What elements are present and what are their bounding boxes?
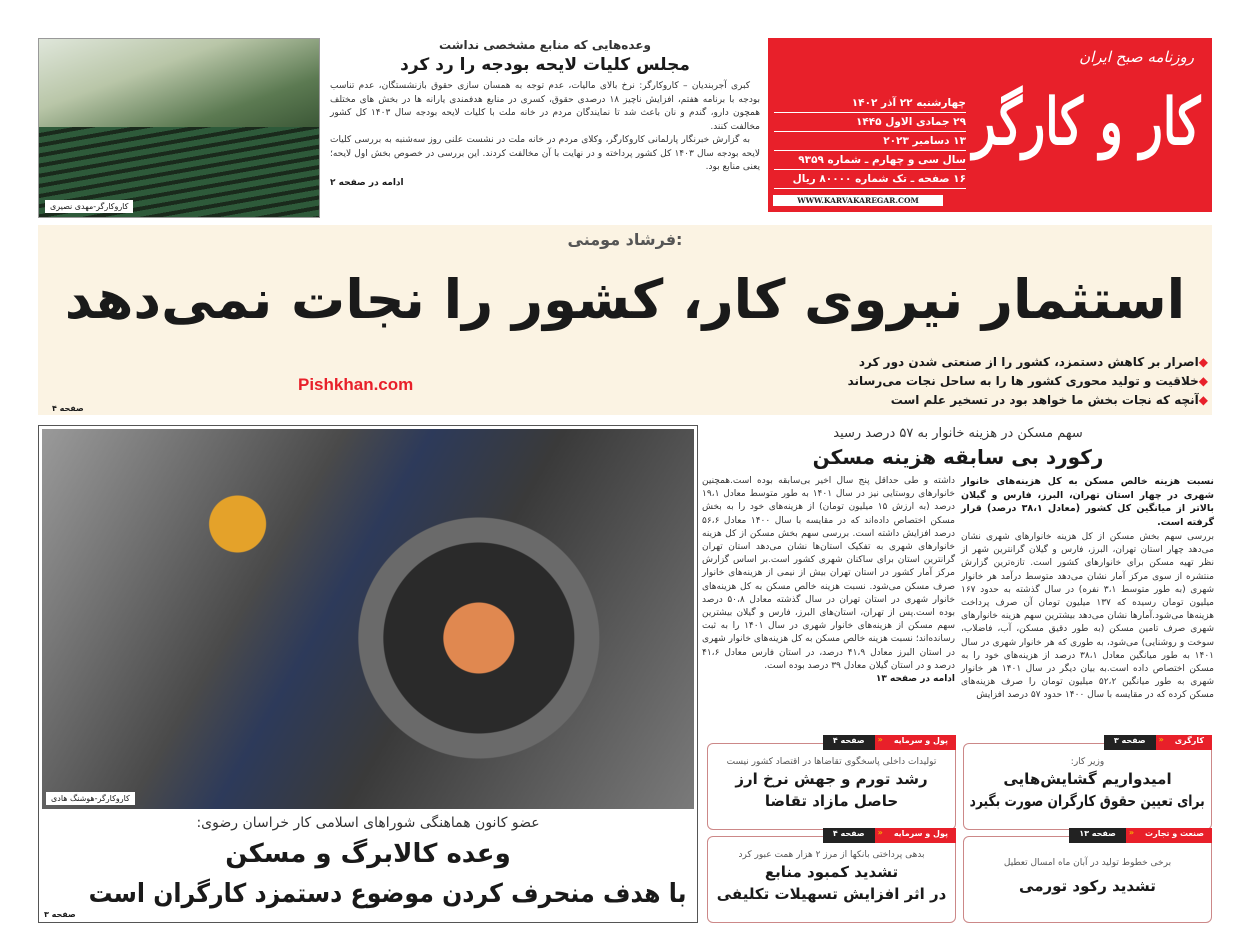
article-body-2: به گزارش خبرنگار پارلمانی کاروکارگر، وکلای مردم در خانه ملت در نشست علنی روز سه‌شنبه به بررسی کلیات لایحه بودجه سال ۱۴۰۳ کل کشور پرداخته و در نهایت با آن مخالفت کردند. این بررسی در خصوص بخش اول لایحه؛ یعنی منابع بود.	[330, 135, 760, 172]
chevron-icon: «	[875, 735, 886, 750]
teaser-kicker: تولیدات داخلی پاسخگوی تقاضاها در اقتصاد کشور نیست	[726, 757, 937, 767]
photo-caption: کاروکارگر-هوشنگ هادی	[46, 792, 135, 805]
housing-headline[interactable]: رکورد بی سابقه هزینه مسکن	[812, 445, 1104, 469]
article-body: کبری آجربندیان – کاروکارگر: نرخ بالای مالیات، عدم توجه به همسان سازی حقوق بازنشستگان، عدم تناسب بودجه با برنامه هفتم، افزایش ناچیز ۱۸ درصدی حقوق، کسری در منابع هدفمندی یارانه ها در بخش های مختلف همچون دارو، گندم و نان باعث شد تا نمایندگان مردم در خانه ملت با کلیات لایحه بودجه سال ۱۴۰۳ کل کشور مخالفت کنند.	[330, 81, 760, 132]
column-right	[961, 475, 1214, 703]
article-headline[interactable]: مجلس کلیات لایحه بودجه را رد کرد	[400, 55, 690, 75]
lead-bullet: ◆آنچه که نجات بخش ما خواهد بود در تسخیر علم است	[890, 393, 1208, 407]
story-kicker: عضو کانون هماهنگی شوراهای اسلامی کار خراسان رضوی:	[196, 815, 540, 831]
photo-caption: کاروکارگر-مهدی نصیری	[45, 200, 133, 213]
lead-story	[38, 225, 1212, 415]
lead-author: فرشاد مومنی:	[567, 230, 683, 249]
continued-link[interactable]: ادامه در صفحه ۱۳	[875, 674, 955, 685]
diamond-icon: ◆	[1198, 393, 1208, 407]
housing-article	[702, 425, 1214, 730]
teaser-title: رشد تورم و جهش نرخ ارز	[735, 770, 928, 788]
chevron-icon: «	[1126, 828, 1137, 843]
photo-story	[38, 425, 698, 923]
housing-kicker: سهم مسکن در هزینه خانوار به ۵۷ درصد رسید	[833, 426, 1083, 441]
chevron-icon: «	[1156, 735, 1167, 750]
section-label: پول و سرمایه	[886, 828, 956, 843]
story-headline-1[interactable]: وعده کالابرگ و مسکن	[225, 839, 511, 869]
issue-info	[774, 94, 966, 189]
teaser-box[interactable]	[707, 735, 956, 830]
article-kicker: وعده‌هایی که منابع مشخصی نداشت	[439, 38, 651, 52]
teaser-title: در اثر افزایش تسهیلات تکلیفی	[716, 885, 947, 903]
teaser-kicker: بدهی پرداختی بانکها از مرز ۲ هزار همت عبور کرد	[738, 850, 925, 860]
teaser-title: امیدواریم گشایش‌هایی	[1003, 770, 1172, 788]
section-label: کارگری	[1167, 735, 1212, 750]
page-ref[interactable]: صفحه ۳	[44, 910, 76, 919]
masthead-subtitle: روزنامه صبح ایران	[1079, 48, 1194, 66]
chevron-icon: «	[875, 828, 886, 843]
housing-body-right: بررسی سهم بخش مسکن از کل هزینه خانوارهای شهری نشان می‌دهد چهار استان تهران، البرز، فارس و گیلان گرانترین شهر از نظر تهیه مسکن برای خانوارهای کشور است. تازه‌ترین گزارش منتشره از سوی مرکز آمار نشان می‌دهد متوسط درآمد هر خانوار شهری (به طور متوسط ۳،۱ نفره) در سال گذشته به حدود ۱۶۷ میلیون تومان رسیده که ۱۳۷ میلیون تومان آن صرف پرداخت هزینه‌ها می‌شود.آمارها نشان می‌دهد بیشترین سهم هزینه خانوارهای شهری صرف تامین مسکن (به طور دقیق مسکن، آب، فاضلاب، سوخت و روشنایی) می‌شود، به طوری که هر خانوار شهری در سال ۱۴۰۱ به طور میانگین معادل ۳۸،۱ درصد از هزینه‌های خود را به مسکن اختصاص داده است.به بیان دیگر در سال ۱۴۰۱ هر خانوار شهری به طور میانگین ۵۲،۲ میلیون تومان را صرف هزینه‌های مسکن کرده که در مقایسه با سال ۱۴۰۰ حدود ۵۷ درصد افزایش	[961, 532, 1215, 701]
teaser-title: تشدید کمبود منابع	[764, 863, 899, 881]
page-ref[interactable]: صفحه ۴	[52, 404, 84, 413]
section-label: پول و سرمایه	[886, 735, 956, 750]
issue-hijri-date: ۲۹ جمادی الاول ۱۴۴۵	[774, 113, 966, 132]
issue-date: چهارشنبه ۲۲ آذر ۱۴۰۲	[774, 94, 966, 113]
lead-headline[interactable]: استثمار نیروی کار، کشور را نجات نمی‌دهد	[64, 268, 1186, 331]
page-ref: صفحه ۴	[823, 735, 875, 750]
story-headline-2[interactable]: با هدف منحرف کردن موضوع دستمزد کارگران است	[89, 879, 687, 909]
masthead	[768, 38, 1212, 212]
issue-number: سال سی و چهارم ـ شماره ۹۳۵۹	[774, 151, 966, 170]
lead-bullets	[848, 353, 1208, 410]
website-url[interactable]: WWW.KARVAKAREGAR.COM	[773, 195, 943, 206]
diamond-icon: ◆	[1198, 355, 1208, 369]
worker-photo	[42, 429, 694, 809]
issue-gregorian-date: ۱۳ دسامبر ۲۰۲۳	[774, 132, 966, 151]
teaser-box[interactable]	[707, 828, 956, 923]
lead-bullet: ◆اصرار بر کاهش دستمزد، کشور را از صنعتی شدن دور کرد	[858, 355, 1208, 369]
page-ref: صفحه ۴	[823, 828, 875, 843]
continued-link[interactable]: ادامه در صفحه ۲	[330, 177, 404, 188]
column-left	[702, 475, 955, 686]
budget-article	[330, 38, 760, 216]
teaser-kicker: وزیر کار:	[1070, 757, 1105, 767]
parliament-photo	[38, 38, 320, 218]
teaser-title: حاصل مازاد تقاضا	[764, 792, 899, 810]
housing-intro: نسبت هزینه خالص مسکن به کل هزینه‌های خانوار شهری در چهار استان تهران، البرز، فارس و گیلان بالاتر از میانگین کل کشور (معادل ۳۸،۱ درصد) قرار گرفته است.	[961, 476, 1215, 528]
watermark: Pishkhan.com	[298, 375, 414, 394]
lead-bullet: ◆خلاقیت و تولید محوری کشور ها را به ساحل نجات می‌رساند	[847, 374, 1208, 388]
newspaper-logo: کار و کارگر	[972, 85, 1200, 160]
teaser-box[interactable]	[963, 735, 1212, 830]
teaser-title: برای تعیین حقوق کارگران صورت بگیرد	[969, 792, 1206, 810]
diamond-icon: ◆	[1198, 374, 1208, 388]
page-ref: صفحه ۳	[1104, 735, 1156, 750]
teaser-title: تشدید رکود تورمی	[1019, 877, 1156, 895]
teaser-box[interactable]	[963, 828, 1212, 923]
page-ref: صفحه ۱۳	[1069, 828, 1126, 843]
section-label: صنعت و تجارت	[1137, 828, 1212, 843]
teaser-kicker: برخی خطوط تولید در آبان ماه امسال تعطیل	[1003, 858, 1172, 868]
housing-body-left: داشته و طی حداقل پنج سال اخیر بی‌سابقه بوده است.همچنین خانوارهای روستایی نیز در سال ۱۴۰۱ به طور متوسط معادل ۱۹،۱ درصد (به ارزش ۱۵ میلیون تومان) از هزینه‌های خود را به بخش مسکن اختصاص داده‌اند که در مقایسه با سال ۱۴۰۰ معادل ۵۶،۶ درصد افزایش داشته است. بررسی سهم بخش مسکن از کل هزینه خانوارهای شهری به تفکیک استان‌ها نشان می‌دهد استان تهران گرانترین استان برای ساکنان شهری کشور است.بر اساس گزارش مرکز آمار کشور در استان تهران بیش از نیمی از هزینه‌های خانوار صرف مسکن می‌شود. نسبت هزینه خالص مسکن به کل هزینه‌های خانوار شهری در استان تهران در سال گذشته معادل ۵۰،۸ درصد بوده است.پس از تهران، استان‌های البرز، فارس و گیلان بیشترین سهم مسکن از هزینه‌های خانوار شهری در سال ۱۴۰۱ را به ثبت رسانده‌اند؛ نسبت هزینه خالص مسکن به کل هزینه‌های خانوار شهری در استان البرز معادل ۴۱،۹ درصد، در استان فارس معادل ۴۱،۶ درصد و در استان گیلان معادل ۳۹ درصد بوده است.	[702, 476, 955, 671]
issue-price: ۱۶ صفحه ـ تک شماره ۸۰۰۰۰ ریال	[774, 170, 966, 189]
